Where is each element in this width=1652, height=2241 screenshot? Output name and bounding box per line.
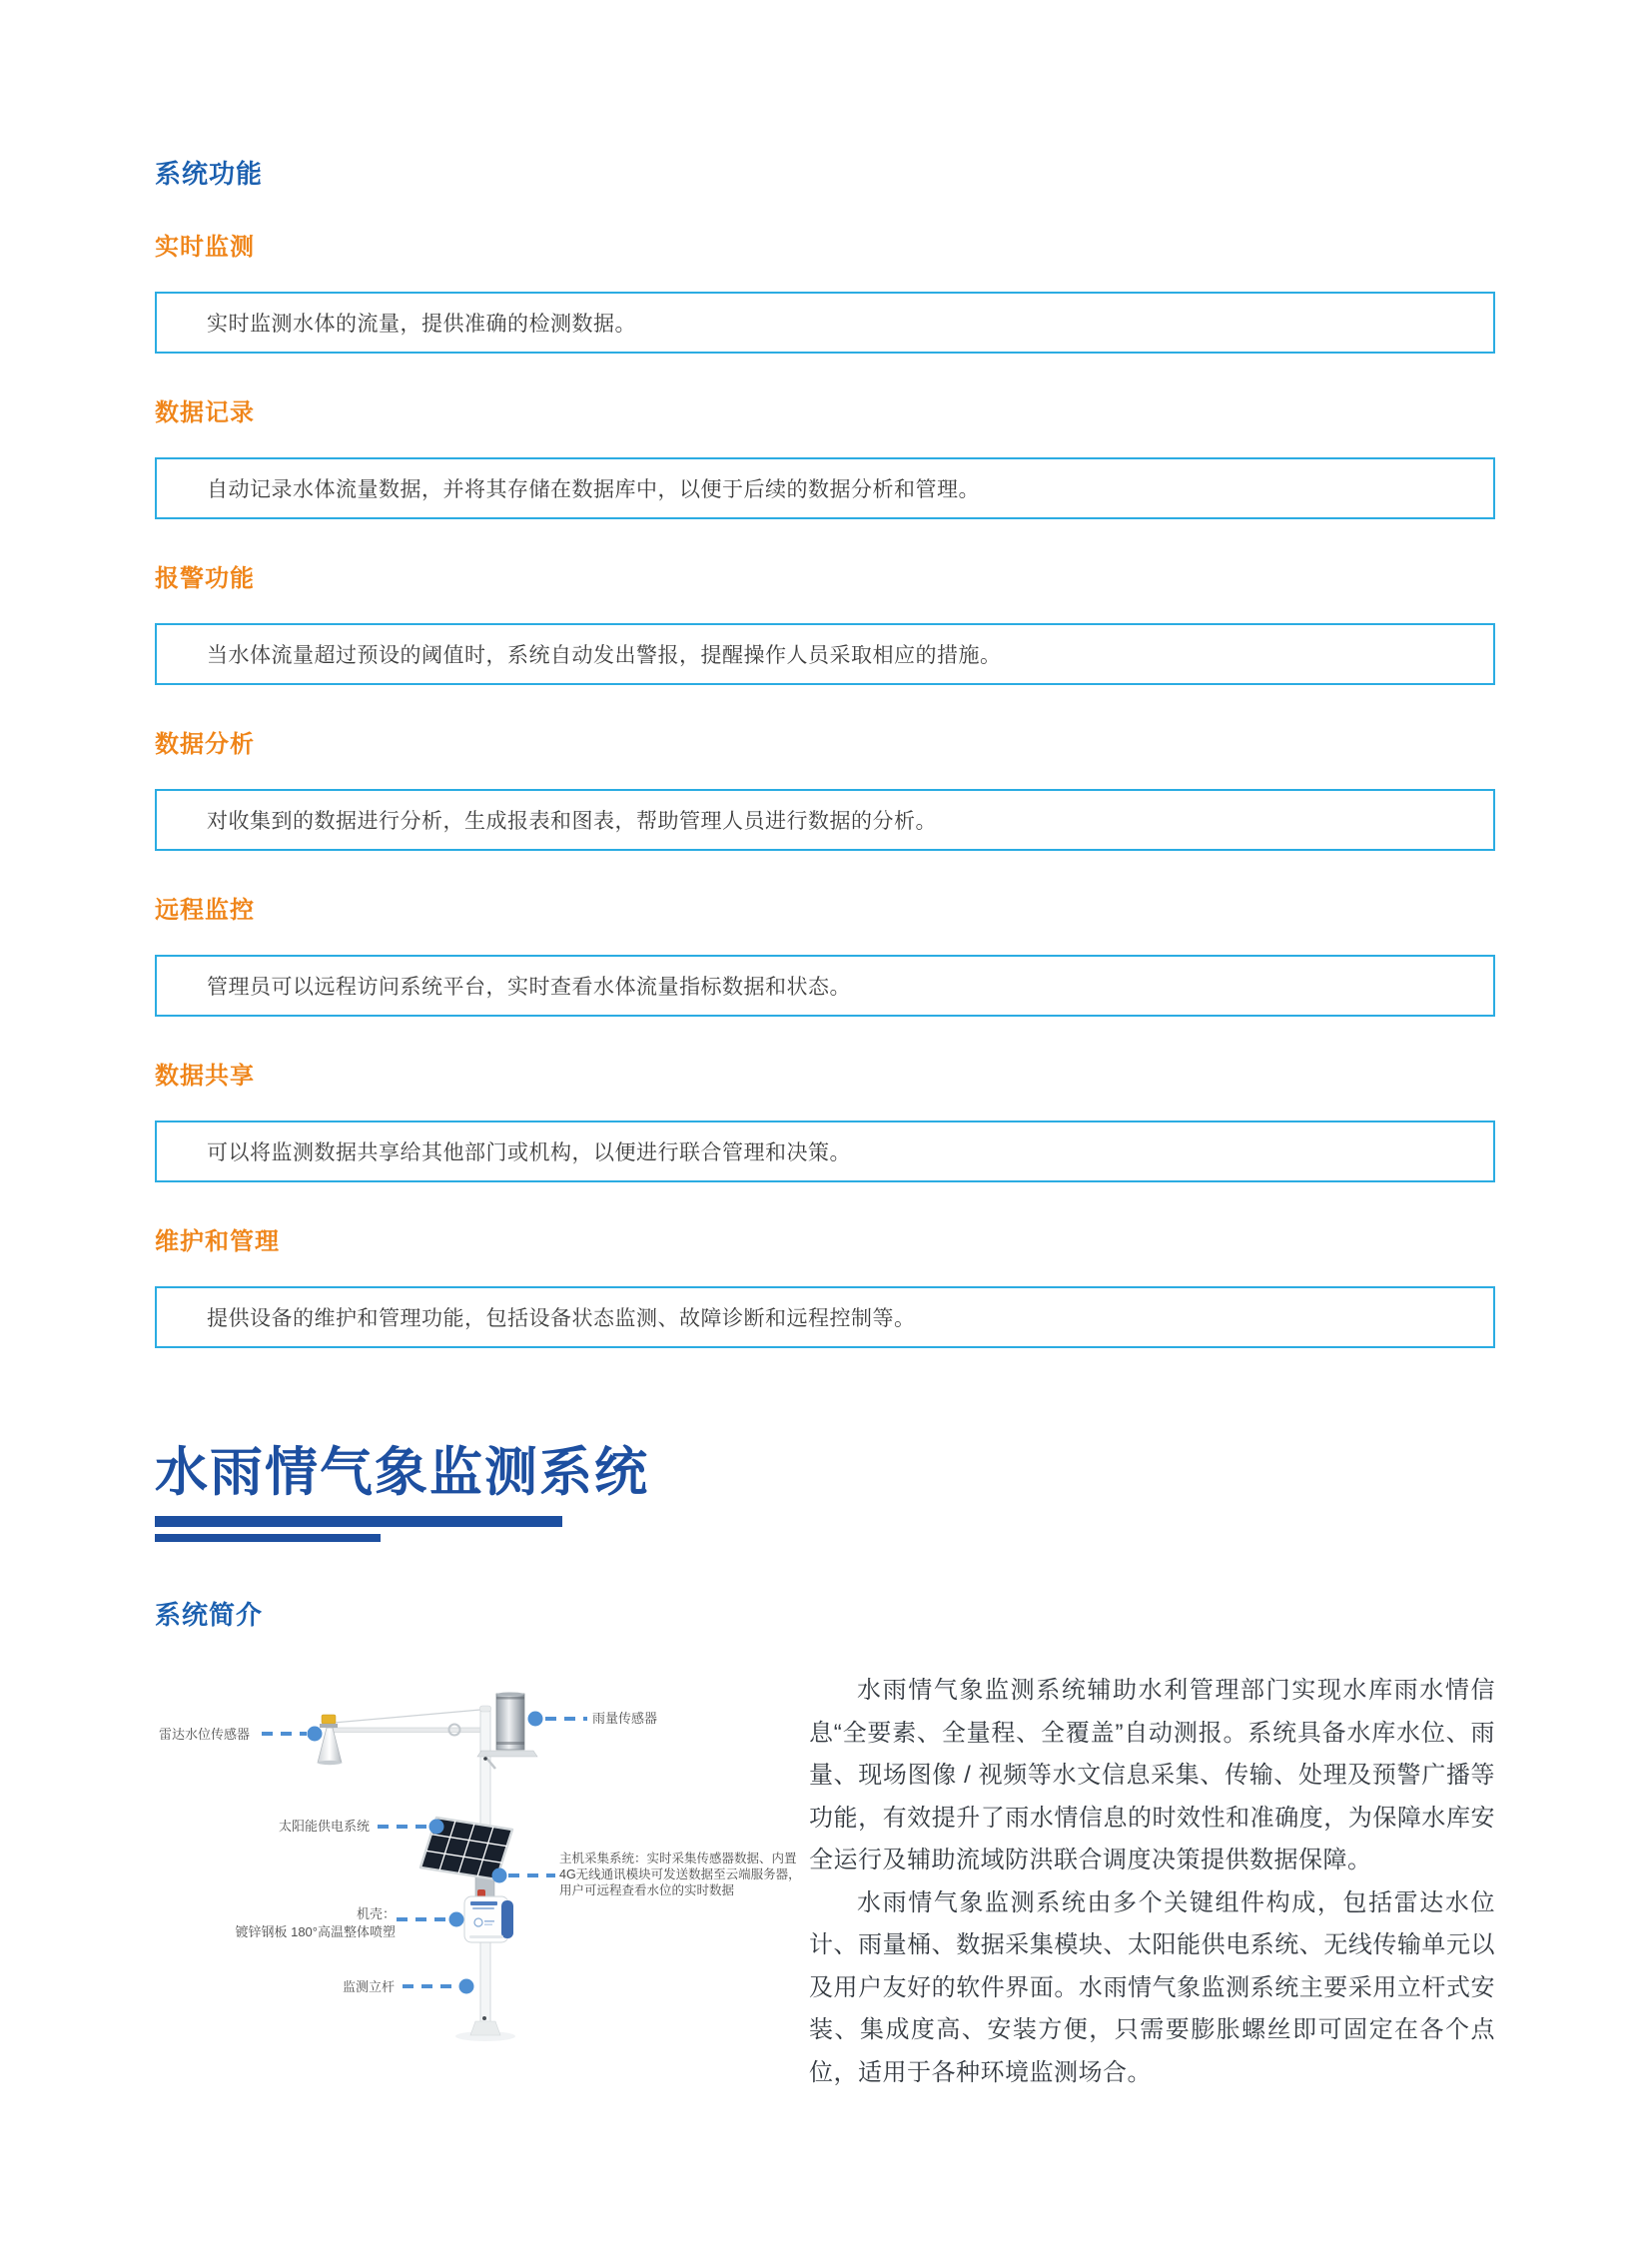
feature-section-realtime-monitoring [155, 234, 1495, 354]
feature-heading: 维护和管理 [155, 1228, 280, 1255]
rain-gauge-rim [496, 1693, 524, 1697]
pole-cap [480, 1706, 491, 1712]
feature-heading: 远程监控 [155, 897, 255, 924]
enclosure-text-line1 [484, 1920, 494, 1922]
rain-gauge-cylinder [496, 1694, 524, 1750]
feature-section-data-recording [155, 399, 1495, 519]
intro-paragraph-1: 水雨情气象监测系统辅助水利管理部门实现水库雨水情信息“全要素、全量程、全覆盖”自动测报。系统具备水库水位、雨量、现场图像 / 视频等水文信息采集、传输、处理及预警广播等功能，有效提升了雨水情信息的时效性和准确度，为保障水库安全运行及辅助流域防洪联合调度决策提供数据保障。 [809, 1677, 1495, 1873]
feature-box [155, 457, 1495, 519]
feature-heading: 报警功能 [155, 565, 255, 592]
feature-section-maintenance [155, 1228, 1495, 1348]
feature-section-data-analysis [155, 731, 1495, 851]
mount-bolt [483, 1757, 487, 1761]
feature-text: 自动记录水体流量数据，并将其存储在数据库中，以便于后续的数据分析和管理。 [207, 478, 980, 501]
label-enclosure [210, 1905, 396, 1940]
feature-section-data-sharing [155, 1063, 1495, 1182]
feature-box [155, 1286, 1495, 1348]
chapter-title: 水雨情气象监测系统 [155, 1443, 649, 1502]
section-title-system-functions: 系统功能 [155, 159, 264, 189]
label-monitoring-pole: 监测立杆 [343, 1979, 396, 1994]
radar-sensor-cap [322, 1715, 336, 1724]
feature-box [155, 1120, 1495, 1182]
intro-paragraph-2: 水雨情气象监测系统由多个关键组件构成，包括雷达水位计、雨量桶、数据采集模块、太阳能供电系统、无线传输单元以及用户友好的软件界面。水雨情气象监测系统主要采用立杆式安装、集成度高、安装方便，只需要膨胀螺丝即可固定在各个点位，适用于各种环境监测场合。 [809, 1888, 1495, 2086]
title-underline-bar-long [155, 1516, 562, 1527]
enclosure-label-line [472, 1907, 494, 1909]
radar-horn-mouth [318, 1761, 342, 1765]
enclosure-side-flange [501, 1900, 513, 1938]
label-radar-water-level-sensor: 雷达水位传感器 [158, 1727, 250, 1742]
gauge-band-bottom [496, 1742, 524, 1745]
feature-box [155, 789, 1495, 851]
enclosure-header [470, 1901, 497, 1905]
gauge-platform [477, 1751, 537, 1757]
enclosure-bottom-lip [469, 1935, 503, 1938]
monitoring-station-figure [110, 1666, 809, 2065]
feature-heading: 数据分析 [155, 731, 255, 758]
feature-text: 可以将监测数据共享给其他部门或机构，以便进行联合管理和决策。 [207, 1141, 851, 1164]
feature-heading: 数据共享 [155, 1063, 255, 1090]
title-underline-bar-short [155, 1534, 381, 1542]
pole-base-flare [470, 2021, 500, 2035]
system-intro-text [809, 1670, 1495, 2094]
feature-heading: 实时监测 [155, 234, 255, 261]
support-cable [334, 1710, 480, 1723]
label-enclosure-desc: 镀锌钢板 180°高温整体喷塑 [235, 1923, 396, 1939]
feature-section-alarm [155, 565, 1495, 685]
feature-section-remote-monitoring [155, 897, 1495, 1017]
label-rain-sensor: 雨量传感器 [592, 1711, 658, 1726]
feature-heading: 数据记录 [155, 399, 255, 426]
section-title-system-intro: 系统简介 [155, 1600, 264, 1630]
feature-text: 当水体流量超过预设的阈值时，系统自动发出警报，提醒操作人员采取相应的措施。 [207, 644, 1002, 667]
feature-box [155, 623, 1495, 685]
enclosure-text-line2 [484, 1924, 492, 1925]
gauge-band-top [496, 1697, 524, 1700]
label-solar-power-system: 太阳能供电系统 [278, 1819, 370, 1834]
radar-sensor-bracket [320, 1724, 338, 1728]
feature-text: 提供设备的维护和管理功能，包括设备状态监测、故障诊断和远程控制等。 [207, 1307, 916, 1330]
feature-text: 实时监测水体的流量，提供准确的检测数据。 [207, 313, 636, 336]
feature-box [155, 955, 1495, 1017]
feature-text: 对收集到的数据进行分析，生成报表和图表，帮助管理人员进行数据的分析。 [207, 810, 937, 833]
label-host-acquisition-system: 主机采集系统：实时采集传感器数据、内置4G无线通讯模块可发送数据至云端服务器，用户可远程查看水位的实时数据 [559, 1852, 801, 1897]
label-enclosure-title: 机壳： [356, 1906, 396, 1921]
feature-box [155, 292, 1495, 354]
feature-text: 管理员可以远程访问系统平台，实时查看水体流量指标数据和状态。 [207, 976, 851, 999]
base-bolt [482, 2016, 486, 2020]
